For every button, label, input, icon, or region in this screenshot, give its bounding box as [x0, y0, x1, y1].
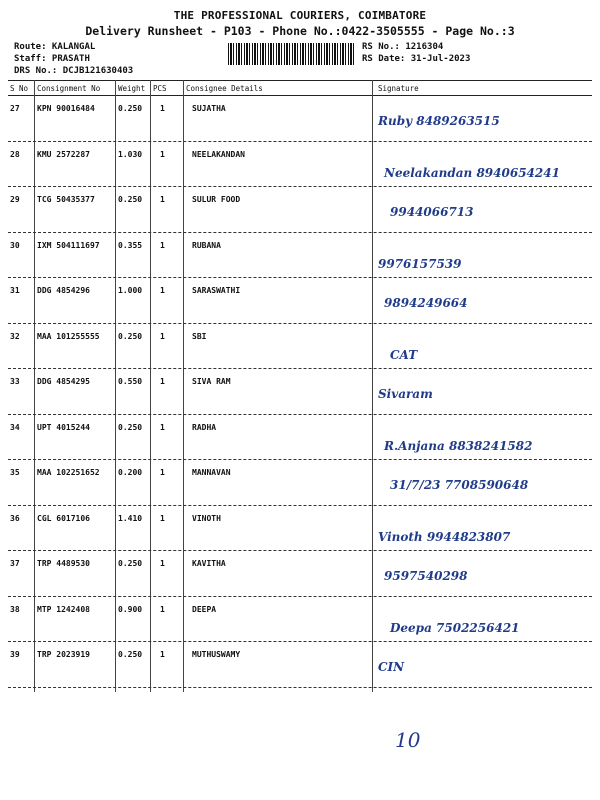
table-row — [0, 241, 600, 293]
barcode — [228, 43, 354, 65]
row-pcs: 1 — [160, 149, 165, 159]
row-weight: 1.410 — [118, 513, 143, 523]
handwritten-signature: R.Anjana 8838241582 — [384, 438, 533, 453]
row-consignment-no: TRP 2023919 — [37, 650, 90, 659]
document-subtitle: Delivery Runsheet - P103 - Phone No.:0422-3505555 - Page No.:3 — [85, 24, 515, 38]
row-pcs: 1 — [160, 377, 165, 386]
row-sno: 36 — [10, 513, 20, 523]
col-header-consignment: Consignment No — [37, 84, 101, 93]
table-row — [0, 150, 600, 202]
row-weight: 0.250 — [118, 104, 143, 113]
row-consignee: SIVA RAM — [192, 377, 231, 386]
row-consignment-no: DDG 4854295 — [37, 377, 90, 386]
row-separator — [8, 459, 592, 460]
row-sno: 34 — [10, 422, 20, 432]
row-consignment-no: TCG 50435377 — [37, 195, 95, 204]
row-consignee: SULUR FOOD — [192, 195, 241, 204]
row-consignee: DEEPA — [192, 604, 217, 614]
row-consignee: VINOTH — [192, 513, 221, 523]
row-consignment-no: KMU 2572287 — [37, 149, 90, 159]
table-row — [0, 377, 600, 429]
row-pcs: 1 — [160, 650, 165, 659]
table-row — [0, 559, 600, 611]
row-pcs: 1 — [160, 422, 165, 432]
row-consignment-no: TRP 4489530 — [37, 559, 90, 568]
row-sno: 33 — [10, 377, 20, 386]
table-row — [0, 468, 600, 520]
table-row — [0, 514, 600, 566]
handwritten-signature: 9894249664 — [384, 296, 468, 310]
row-separator — [8, 596, 592, 597]
row-pcs: 1 — [160, 104, 165, 113]
row-consignment-no: IXM 504111697 — [37, 240, 100, 250]
row-sno: 31 — [10, 286, 20, 295]
row-consignee: SARASWATHI — [192, 286, 241, 295]
row-sno: 28 — [10, 149, 20, 159]
row-consignee: SBI — [192, 331, 207, 341]
row-pcs: 1 — [160, 513, 165, 523]
document-title: THE PROFESSIONAL COURIERS, COIMBATORE — [173, 9, 427, 22]
handwritten-signature: Neelakandan 8940654241 — [384, 165, 560, 180]
col-header-sno: S No — [10, 84, 29, 93]
row-pcs: 1 — [160, 240, 165, 250]
handwritten-page-note: 10 — [395, 728, 421, 752]
table-row — [0, 104, 600, 156]
row-consignment-no: DDG 4854296 — [37, 286, 90, 295]
row-sno: 27 — [10, 104, 20, 113]
row-weight: 0.250 — [118, 331, 143, 341]
rs-number: RS No.: 1216304 — [362, 42, 444, 52]
row-weight: 0.900 — [118, 604, 143, 614]
handwritten-signature: Vinoth 9944823807 — [378, 529, 511, 544]
row-separator — [8, 277, 592, 278]
table-row — [0, 423, 600, 475]
handwritten-signature: 9944066713 — [390, 205, 474, 219]
row-consignment-no: MTP 1242408 — [37, 604, 90, 614]
row-consignment-no: CGL 6017106 — [37, 513, 90, 523]
row-pcs: 1 — [160, 604, 165, 614]
row-sno: 38 — [10, 604, 20, 614]
header-top-rule — [8, 80, 592, 81]
row-separator — [8, 232, 592, 233]
row-separator — [8, 141, 592, 142]
row-consignee: NEELAKANDAN — [192, 149, 245, 159]
row-consignment-no: MAA 102251652 — [37, 468, 100, 477]
row-pcs: 1 — [160, 286, 165, 295]
col-header-weight: Weight — [118, 84, 146, 93]
row-pcs: 1 — [160, 195, 165, 204]
row-consignee: RADHA — [192, 422, 217, 432]
row-sno: 29 — [10, 195, 20, 204]
handwritten-signature: CAT — [390, 347, 418, 362]
handwritten-signature: Ruby 8489263515 — [378, 114, 500, 128]
handwritten-signature: CIN — [378, 660, 405, 674]
handwritten-signature: 9976157539 — [378, 256, 462, 271]
col-header-signature: Signature — [378, 84, 419, 93]
row-separator — [8, 550, 592, 551]
staff-label: Staff: PRASATH — [14, 54, 90, 64]
row-consignment-no: UPT 4015244 — [37, 422, 90, 432]
row-weight: 0.250 — [118, 195, 143, 204]
row-weight: 0.200 — [118, 468, 143, 477]
table-row — [0, 332, 600, 384]
row-consignee: MANNAVAN — [192, 468, 231, 477]
row-consignee: RUBANA — [192, 240, 221, 250]
row-consignee: KAVITHA — [192, 559, 226, 568]
row-sno: 37 — [10, 559, 20, 568]
row-pcs: 1 — [160, 468, 165, 477]
row-separator — [8, 186, 592, 187]
handwritten-signature: 9597540298 — [384, 569, 468, 583]
row-pcs: 1 — [160, 331, 165, 341]
row-consignee: MUTHUSWAMY — [192, 650, 241, 659]
rs-date: RS Date: 31-Jul-2023 — [362, 54, 471, 64]
handwritten-signature: Sivaram — [378, 387, 433, 401]
row-sno: 39 — [10, 650, 20, 659]
row-separator — [8, 368, 592, 369]
row-weight: 1.030 — [118, 149, 143, 159]
table-row — [0, 605, 600, 657]
row-weight: 0.550 — [118, 377, 143, 386]
row-consignment-no: MAA 101255555 — [37, 331, 100, 341]
row-weight: 1.000 — [118, 286, 143, 295]
table-row — [0, 650, 600, 702]
col-header-pcs: PCS — [153, 84, 167, 93]
drs-number: DRS No.: DCJB121630403 — [14, 66, 134, 76]
handwritten-signature: Deepa 7502256421 — [390, 620, 520, 635]
row-sno: 32 — [10, 331, 20, 341]
col-header-consignee: Consignee Details — [186, 84, 263, 93]
row-separator — [8, 505, 592, 506]
handwritten-signature: 31/7/23 7708590648 — [390, 478, 529, 492]
row-sno: 35 — [10, 468, 20, 477]
table-row — [0, 195, 600, 247]
table-row — [0, 286, 600, 338]
row-separator — [8, 641, 592, 642]
row-consignee: SUJATHA — [192, 104, 226, 113]
row-separator — [8, 323, 592, 324]
row-sno: 30 — [10, 240, 20, 250]
row-separator — [8, 687, 592, 688]
row-weight: 0.250 — [118, 559, 143, 568]
row-separator — [8, 414, 592, 415]
header-bottom-rule — [8, 95, 592, 96]
row-consignment-no: KPN 90016484 — [37, 104, 95, 113]
row-weight: 0.250 — [118, 422, 143, 432]
row-weight: 0.250 — [118, 650, 143, 659]
row-pcs: 1 — [160, 559, 165, 568]
row-weight: 0.355 — [118, 240, 143, 250]
route-label: Route: KALANGAL — [14, 42, 96, 52]
